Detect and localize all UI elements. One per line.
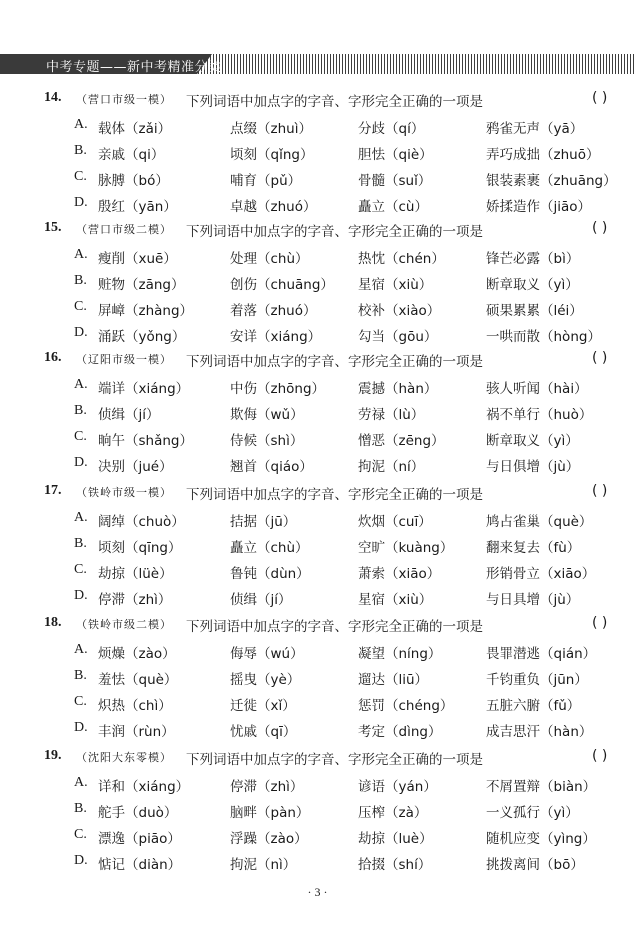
question-text: 下列词语中加点字的字音、字形完全正确的一项是 [186,752,483,768]
option-letter: D. [74,195,88,210]
word-with-pinyin: 赃物（zāng） [98,277,185,293]
option-row [44,583,624,609]
option-letter: D. [74,455,88,470]
word-with-pinyin: 侦缉（jí） [230,592,292,608]
word-with-pinyin: 惩罚（chéng） [358,698,454,714]
word-with-pinyin: 劳禄（lù） [358,407,425,423]
word-with-pinyin: 随机应变（yìng） [486,831,596,847]
question-stem [44,86,624,112]
word-with-pinyin: 空旷（kuàng） [358,540,454,556]
word-with-pinyin: 瘦削（xuē） [98,251,177,267]
word-with-pinyin: 鲁钝（dùn） [230,566,310,582]
word-with-pinyin: 断章取义（yì） [486,433,579,449]
option-letter: A. [74,775,88,790]
word-with-pinyin: 欺侮（wǔ） [230,407,304,423]
word-with-pinyin: 遛达（liū） [358,672,429,688]
word-with-pinyin: 压榨（zà） [358,805,428,821]
option-row [44,242,624,268]
word-with-pinyin: 鸠占雀巢（què） [486,514,593,530]
question-stem [44,744,624,770]
answer-parentheses: ( ) [592,220,608,236]
word-with-pinyin: 断章取义（yì） [486,277,579,293]
option-letter: B. [74,668,87,683]
word-with-pinyin: 殷红（yān） [98,199,177,215]
question-stem [44,216,624,242]
word-with-pinyin: 畏罪潜逃（qián） [486,646,597,662]
word-with-pinyin: 形销骨立（xiāo） [486,566,596,582]
question-15 [44,216,624,346]
option-row [44,822,624,848]
option-letter: D. [74,853,88,868]
option-letter: A. [74,247,88,262]
word-with-pinyin: 涌跃（yǒng） [98,329,186,345]
question-source: （营口市级二模） [76,223,172,236]
option-row [44,796,624,822]
word-with-pinyin: 着落（zhuó） [230,303,317,319]
word-with-pinyin: 锋芒必露（bì） [486,251,580,267]
word-with-pinyin: 谚语（yán） [358,779,437,795]
word-with-pinyin: 翘首（qiáo） [230,459,313,475]
option-row [44,531,624,557]
answer-parentheses: ( ) [592,90,608,106]
answer-parentheses: ( ) [592,748,608,764]
word-with-pinyin: 丰润（rùn） [98,724,175,740]
word-with-pinyin: 劫掠（luè） [358,831,433,847]
option-letter: C. [74,827,87,842]
word-with-pinyin: 与日俱增（jù） [486,459,580,475]
word-with-pinyin: 详和（xiáng） [98,779,190,795]
question-text: 下列词语中加点字的字音、字形完全正确的一项是 [186,94,483,110]
word-with-pinyin: 热忱（chén） [358,251,445,267]
word-with-pinyin: 胆怯（qiè） [358,147,433,163]
word-with-pinyin: 星宿（xiù） [358,592,433,608]
option-letter: C. [74,429,87,444]
word-with-pinyin: 炽热（chì） [98,698,172,714]
question-source: （沈阳大东零模） [76,751,172,764]
answer-parentheses: ( ) [592,615,608,631]
question-number: 17. [44,483,62,498]
option-letter: C. [74,169,87,184]
option-letter: B. [74,536,87,551]
header-title: 中考专题——新中考精准分类 [46,60,222,75]
word-with-pinyin: 决别（jué） [98,459,173,475]
word-with-pinyin: 羞怯（què） [98,672,178,688]
question-stem [44,346,624,372]
option-letter: B. [74,143,87,158]
option-row [44,505,624,531]
question-stem [44,479,624,505]
word-with-pinyin: 炊烟（cuī） [358,514,432,530]
word-with-pinyin: 翻来复去（fù） [486,540,581,556]
question-source: （营口市级一模） [76,93,172,106]
word-with-pinyin: 憎恶（zēng） [358,433,445,449]
option-row [44,557,624,583]
question-16 [44,346,624,476]
word-with-pinyin: 矗立（cù） [358,199,428,215]
word-with-pinyin: 漂逸（piāo） [98,831,181,847]
option-row [44,320,624,346]
option-row [44,190,624,216]
option-row [44,268,624,294]
option-row [44,689,624,715]
option-letter: C. [74,299,87,314]
word-with-pinyin: 忧戚（qī） [230,724,297,740]
word-with-pinyin: 银装素裹（zhuāng） [486,173,617,189]
option-row [44,637,624,663]
word-with-pinyin: 千钧重负（jūn） [486,672,588,688]
word-with-pinyin: 拘泥（ní） [358,459,425,475]
question-number: 19. [44,748,62,763]
word-with-pinyin: 侍候（shì） [230,433,304,449]
question-text: 下列词语中加点字的字音、字形完全正确的一项是 [186,619,483,635]
option-row [44,663,624,689]
word-with-pinyin: 中伤（zhōng） [230,381,326,397]
question-19 [44,744,624,874]
option-row [44,294,624,320]
option-letter: C. [74,562,87,577]
option-row [44,112,624,138]
word-with-pinyin: 挑拨离间（bō） [486,857,584,873]
option-letter: B. [74,273,87,288]
question-stem [44,611,624,637]
option-row [44,398,624,424]
word-with-pinyin: 星宿（xiù） [358,277,433,293]
word-with-pinyin: 硕果累累（léi） [486,303,583,319]
word-with-pinyin: 烦燥（zào） [98,646,176,662]
option-row [44,164,624,190]
word-with-pinyin: 娇揉造作（jiāo） [486,199,592,215]
word-with-pinyin: 顷刻（qīng） [98,540,182,556]
question-18 [44,611,624,741]
answer-parentheses: ( ) [592,350,608,366]
word-with-pinyin: 卓越（zhuó） [230,199,317,215]
word-with-pinyin: 祸不单行（huò） [486,407,593,423]
word-with-pinyin: 处理（chù） [230,251,309,267]
word-with-pinyin: 校补（xiào） [358,303,441,319]
word-with-pinyin: 五脏六腑（fǔ） [486,698,581,714]
word-with-pinyin: 拾掇（shí） [358,857,432,873]
answer-parentheses: ( ) [592,483,608,499]
option-letter: D. [74,588,88,603]
word-with-pinyin: 停滞（zhì） [98,592,172,608]
word-with-pinyin: 拘泥（nì） [230,857,297,873]
word-with-pinyin: 骨髓（suǐ） [358,173,432,189]
word-with-pinyin: 鸦雀无声（yā） [486,121,584,137]
word-with-pinyin: 考定（dìng） [358,724,442,740]
word-with-pinyin: 载体（zǎi） [98,121,172,137]
word-with-pinyin: 与日具增（jù） [486,592,580,608]
option-letter: A. [74,377,88,392]
option-row [44,848,624,874]
word-with-pinyin: 哺育（pǔ） [230,173,302,189]
question-source: （辽阳市级一模） [76,353,172,366]
word-with-pinyin: 矗立（chù） [230,540,309,556]
question-number: 15. [44,220,62,235]
word-with-pinyin: 屏嶂（zhàng） [98,303,194,319]
option-letter: D. [74,325,88,340]
question-14 [44,86,624,216]
word-with-pinyin: 骇人听闻（hài） [486,381,588,397]
question-source: （铁岭市级一模） [76,486,172,499]
question-text: 下列词语中加点字的字音、字形完全正确的一项是 [186,354,483,370]
word-with-pinyin: 创伤（chuāng） [230,277,334,293]
word-with-pinyin: 一义孤行（yì） [486,805,579,821]
option-letter: A. [74,117,88,132]
word-with-pinyin: 安详（xiáng） [230,329,322,345]
question-text: 下列词语中加点字的字音、字形完全正确的一项是 [186,487,483,503]
word-with-pinyin: 点缀（zhuì） [230,121,312,137]
word-with-pinyin: 脉膊（bó） [98,173,169,189]
option-letter: B. [74,801,87,816]
word-with-pinyin: 弄巧成拙（zhuō） [486,147,600,163]
question-17 [44,479,624,609]
word-with-pinyin: 舵手（duò） [98,805,178,821]
word-with-pinyin: 勾当（gōu） [358,329,438,345]
word-with-pinyin: 停滞（zhì） [230,779,304,795]
question-number: 14. [44,90,62,105]
option-letter: A. [74,642,88,657]
word-with-pinyin: 分歧（qí） [358,121,425,137]
word-with-pinyin: 一哄而散（hòng） [486,329,601,345]
word-with-pinyin: 浮躁（zào） [230,831,308,847]
option-row [44,715,624,741]
word-with-pinyin: 惦记（diàn） [98,857,182,873]
word-with-pinyin: 脑畔（pàn） [230,805,310,821]
option-row [44,770,624,796]
question-number: 18. [44,615,62,630]
word-with-pinyin: 侮辱（wú） [230,646,304,662]
question-source: （铁岭市级二模） [76,618,172,631]
word-with-pinyin: 侦缉（jí） [98,407,160,423]
question-text: 下列词语中加点字的字音、字形完全正确的一项是 [186,224,483,240]
page-number: · 3 · [307,885,328,899]
option-letter: C. [74,694,87,709]
question-number: 16. [44,350,62,365]
option-letter: D. [74,720,88,735]
word-with-pinyin: 顷刻（qǐng） [230,147,314,163]
option-row [44,138,624,164]
word-with-pinyin: 阔绰（chuò） [98,514,185,530]
option-letter: A. [74,510,88,525]
word-with-pinyin: 萧索（xiāo） [358,566,441,582]
option-row [44,424,624,450]
word-with-pinyin: 晌午（shǎng） [98,433,193,449]
word-with-pinyin: 成吉思汗（hàn） [486,724,593,740]
word-with-pinyin: 亲戚（qi） [98,147,165,163]
word-with-pinyin: 凝望（níng） [358,646,442,662]
word-with-pinyin: 劫掠（lüè） [98,566,173,582]
word-with-pinyin: 拮据（jū） [230,514,297,530]
option-row [44,450,624,476]
word-with-pinyin: 摇曳（yè） [230,672,301,688]
word-with-pinyin: 震撼（hàn） [358,381,438,397]
option-row [44,372,624,398]
option-letter: B. [74,403,87,418]
word-with-pinyin: 端详（xiáng） [98,381,190,397]
word-with-pinyin: 不屑置辩（biàn） [486,779,597,795]
word-with-pinyin: 迁徙（xǐ） [230,698,296,714]
